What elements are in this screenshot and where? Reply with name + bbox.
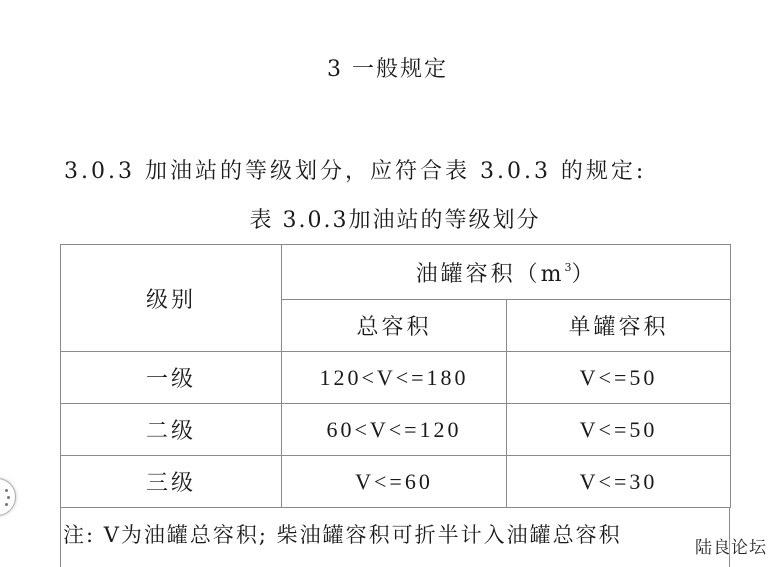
table-row — [61, 456, 731, 508]
total-capacity-cell: 120<V<=180 — [282, 352, 507, 404]
single-capacity-header: 单罐容积 — [507, 300, 731, 352]
table-note: 注: V为油罐总容积; 柴油罐容积可折半计入油罐总容积 — [63, 523, 622, 547]
capacity-unit-superscript: 3 — [564, 260, 572, 274]
grade-cell: 一级 — [61, 352, 282, 404]
table-header-row — [61, 245, 731, 300]
single-capacity-cell: V<=30 — [507, 456, 731, 508]
total-capacity-cell: V<=60 — [282, 456, 507, 508]
forum-watermark: 陆良论坛 — [695, 538, 767, 558]
handle-dot — [7, 496, 10, 499]
clause-text: 3.0.3 加油站的等级划分，应符合表 3.0.3 的规定: — [64, 159, 647, 184]
handle-dot — [5, 489, 8, 492]
table-caption: 表 3.0.3加油站的等级划分 — [249, 208, 541, 233]
capacity-header — [282, 245, 731, 300]
grade-table — [60, 244, 731, 508]
table-row — [61, 404, 731, 456]
capacity-header-close: ） — [571, 261, 597, 287]
single-capacity-cell: V<=50 — [507, 404, 731, 456]
section-title: 3 一般规定 — [327, 57, 448, 82]
grade-header-label: 级别 — [145, 287, 196, 313]
single-capacity-cell: V<=50 — [507, 352, 731, 404]
grade-cell: 三级 — [61, 456, 282, 508]
table-row — [61, 352, 731, 404]
total-capacity-cell: 60<V<=120 — [282, 404, 507, 456]
capacity-header-label: 油罐容积（m — [415, 261, 565, 287]
grade-cell: 二级 — [61, 404, 282, 456]
grade-header — [61, 245, 282, 352]
scroll-handle[interactable] — [0, 478, 16, 516]
handle-dot — [5, 503, 8, 506]
total-capacity-header: 总容积 — [282, 300, 507, 352]
